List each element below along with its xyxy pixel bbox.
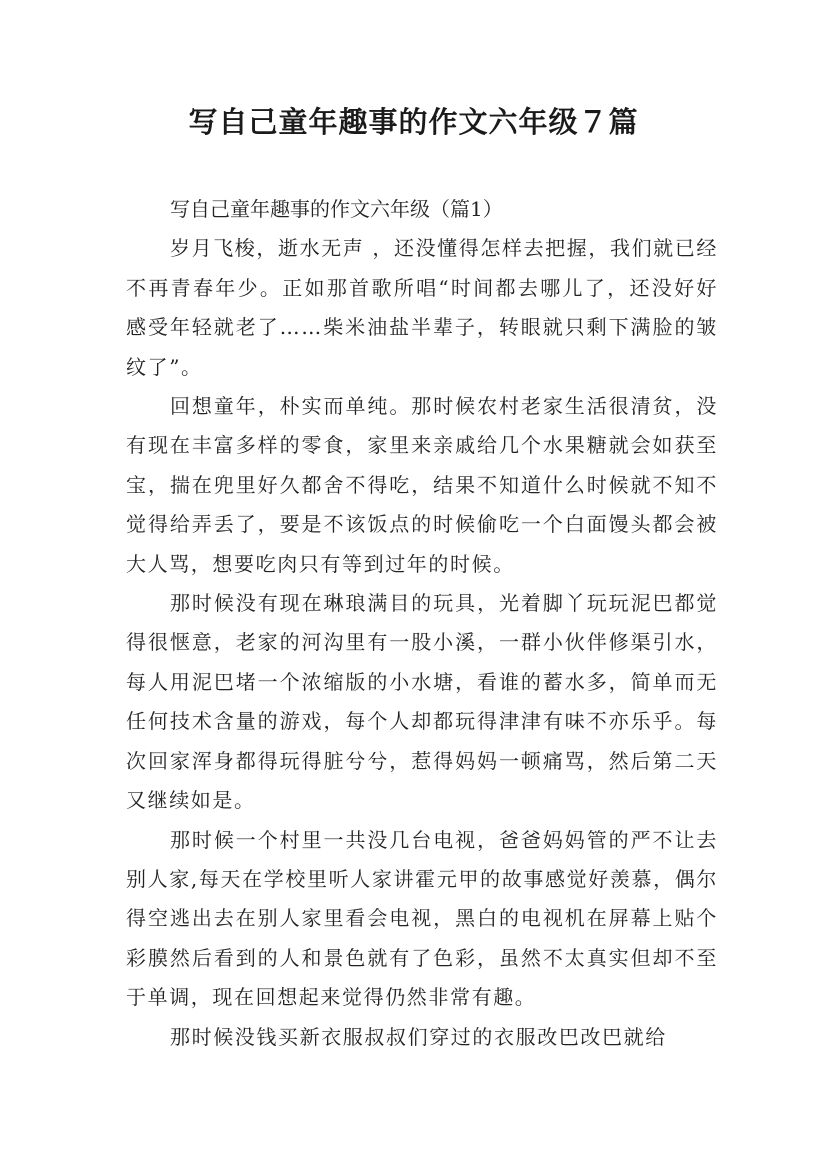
- section-heading: 写自己童年趣事的作文六年级（篇1）: [170, 197, 503, 221]
- paragraph-1: 岁月飞梭，逝水无声 ，还没懂得怎样去把握，我们就已经不再青春年少。正如那首歌所唱“时间都去哪儿了，还没好好感受年轻就老了……柴米油盐半辈子，转眼就只剩下满脸的皱纹了”。: [126, 236, 718, 379]
- document-title: 写自己童年趣事的作文六年级７篇: [188, 105, 639, 139]
- paragraph-3: 那时候没有现在琳琅满目的玩具，光着脚丫玩玩泥巴都觉得很惬意，老家的河沟里有一股小溪，一群小伙伴修渠引水，每人用泥巴堵一个浓缩版的小水塘，看谁的蓄水多，简单而无任何技术含量的游戏，每个人却都玩得津津有味不亦乐乎。每次回家浑身都得玩得脏兮兮，惹得妈妈一顿痛骂，然后第二天又继续如是。: [126, 591, 718, 813]
- paragraph-4: 那时候一个村里一共没几台电视，爸爸妈妈管的严不让去别人家,每天在学校里听人家讲霍元甲的故事感觉好羡慕，偶尔得空逃出去在别人家里看会电视，黑白的电视机在屏幕上贴个彩膜然后看到的人和景色就有了色彩，虽然不太真实但却不至于单调，现在回想起来觉得仍然非常有趣。: [126, 827, 718, 1010]
- document-body: [126, 190, 718, 1057]
- paragraph-2: 回想童年，朴实而单纯。那时候农村老家生活很清贫，没有现在丰富多样的零食，家里来亲戚给几个水果糖就会如获至宝，揣在兜里好久都舍不得吃，结果不知道什么时候就不知不觉得给弄丢了，要是不该饭点的时候偷吃一个白面馒头都会被大人骂，想要吃肉只有等到过年的时候。: [126, 394, 718, 576]
- paragraph-5: 那时候没钱买新衣服叔叔们穿过的衣服改巴改巴就给: [170, 1024, 667, 1049]
